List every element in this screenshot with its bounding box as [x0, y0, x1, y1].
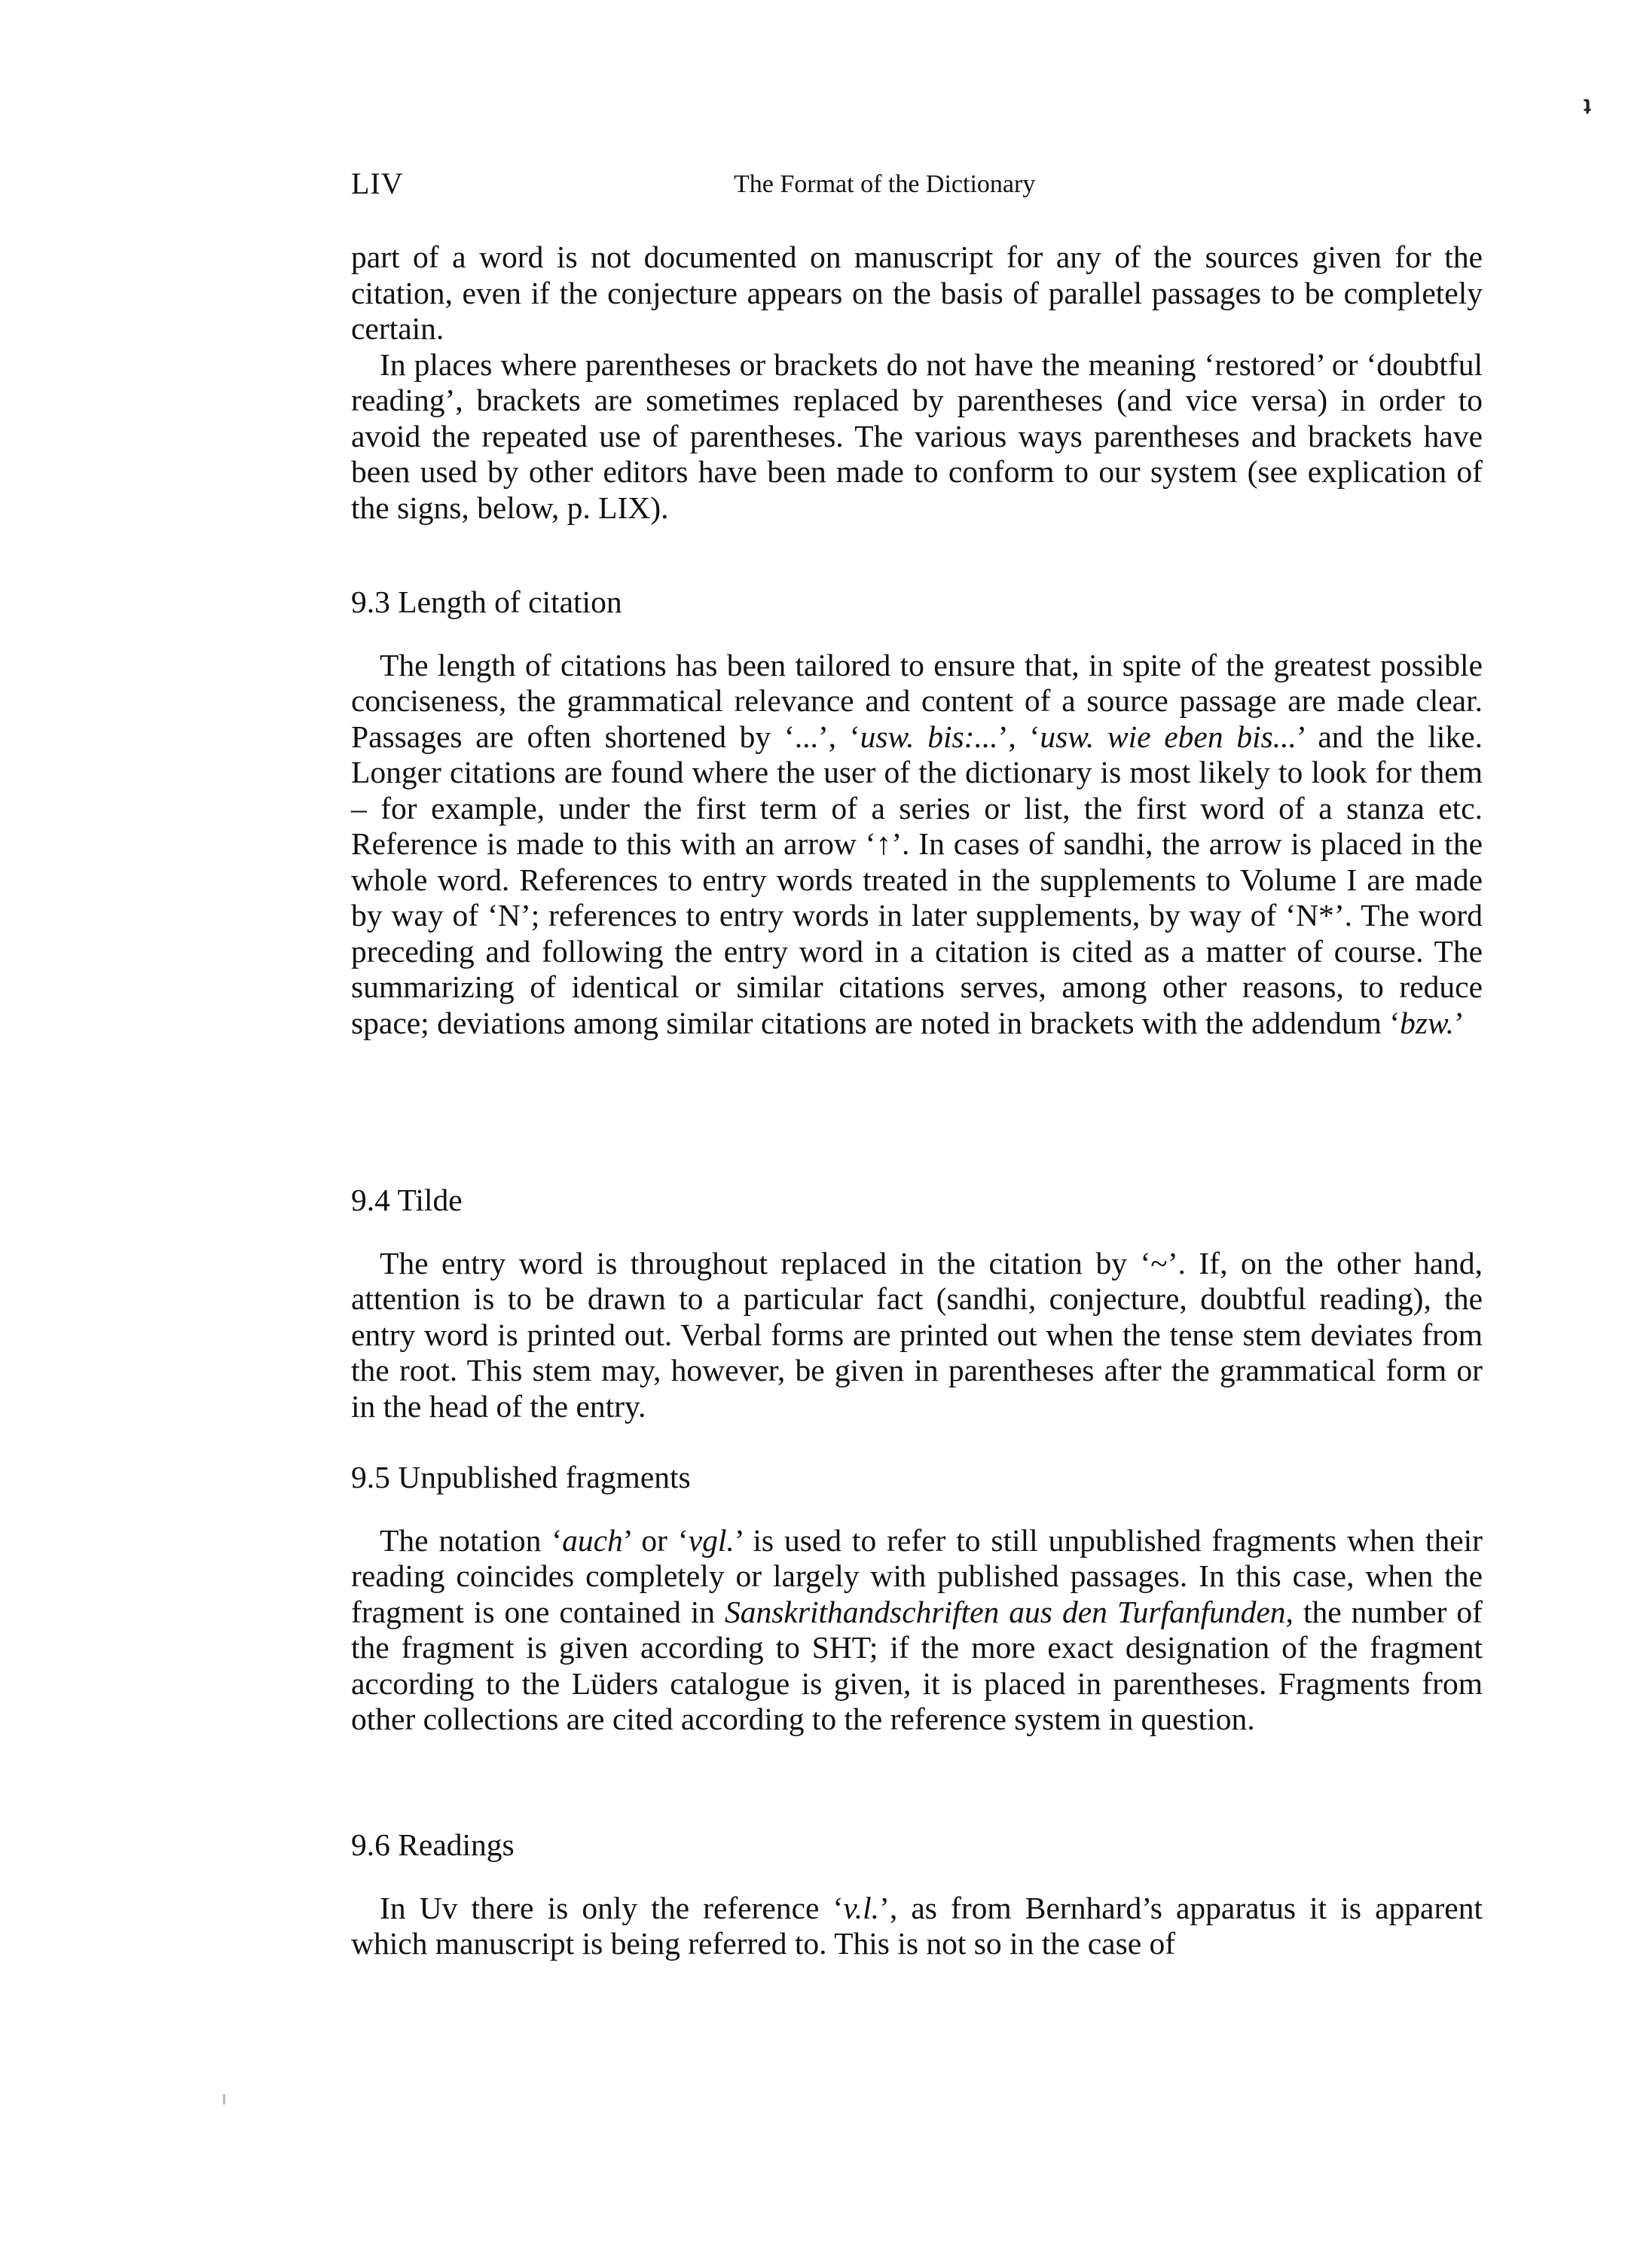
text-run: In Uv there is only the reference ‘ [380, 1890, 844, 1925]
text-run: ’ [1454, 1005, 1465, 1040]
italic-term: v.l. [843, 1890, 879, 1925]
section-heading: 9.6 Readings [351, 1827, 515, 1862]
intro-continuation [351, 240, 1483, 526]
section-heading: 9.3 Length of citation [351, 585, 622, 619]
italic-term: vgl. [688, 1522, 735, 1558]
paragraph-parentheses: In places where parentheses or brackets do not have the meaning ‘restored’ or ‘doubtful reading’, brackets are sometimes replaced by parentheses (and vice versa) in order to avoid the repeated use of parentheses. The various ways parentheses and brackets have been used by other editors have been made to conform to our system (see explication of the signs, below, p. LIX). [351, 346, 1483, 525]
paragraph-continued: part of a word is not documented on manuscript for any of the sources given for the citation, even if the conjecture appears on the basis of parallel passages to be completely certain. [351, 240, 1483, 346]
text-run: ’ and the like. Longer citations are found where the user of the dictionary is most likely to look for them – for example, under the first term of a series or list, the first word of a stanza etc. Reference is made to this with an arrow ‘↑’. In cases of sandhi, the arrow is placed in the whole word. References to entry words treated in the supplements to Volume I are made by way of ‘N’; references to entry words in later supplements, by way of ‘N*’. The word preceding and following the entry word in a citation is cited as a matter of course. The summarizing of identical or similar citations serves, among other reasons, to reduce space; deviations among similar citations are noted in brackets with the addendum ‘ [351, 719, 1483, 1040]
text-run: the number of the fragment is given according to SHT; if the more exact designation of the fragment according to the Lüders catalogue is given, it is placed in parentheses. Fragments from other collections are cited according to the reference system in question. [351, 1594, 1483, 1736]
section-9-3 [351, 585, 1483, 1041]
section-9-6 [351, 1827, 1483, 1962]
running-title: The Format of the Dictionary [734, 170, 1036, 198]
section-heading: 9.5 Unpublished fragments [351, 1460, 691, 1494]
text-run: ’, ‘ [997, 719, 1040, 754]
text-run: The length of citations has been tailored to ensure that, in spite of the greatest possible conciseness, the grammatical relevance and content of a source passage are made clear. Passages are often shortened by ‘...’, ‘ [351, 647, 1483, 754]
text-run: ’ or ‘ [622, 1522, 689, 1558]
section-9-5 [351, 1460, 1483, 1738]
italic-term: auch [562, 1522, 623, 1558]
text-run: The notation ‘ [380, 1522, 563, 1558]
running-head [351, 166, 1483, 203]
section-paragraph [351, 648, 1483, 1042]
section-heading: 9.4 Tilde [351, 1183, 463, 1217]
section-9-4 [351, 1183, 1483, 1424]
text-run: ’ is used to refer to still unpublished fragments when their reading coincides completely or largely with published passages. In this case, when the fragment is one contained in [351, 1522, 1483, 1629]
section-paragraph [351, 1891, 1483, 1962]
section-paragraph [351, 1523, 1483, 1738]
italic-term: usw. wie eben bis... [1040, 719, 1297, 754]
scan-artifact [223, 2094, 225, 2105]
italic-term: usw. bis:... [860, 719, 998, 754]
italic-term: Sanskrithandschriften aus den Turfanfunden, [725, 1594, 1294, 1629]
page-number: LIV [351, 166, 404, 200]
text-run: ’, as from Bernhard’s apparatus it is apparent which manuscript is being referred to. This is not so in the case of [351, 1890, 1483, 1961]
section-paragraph: The entry word is throughout replaced in the citation by ‘~’. If, on the other hand, attention is to be drawn to a particular fact (sandhi, conjecture, doubtful reading), the entry word is printed out. Verbal forms are printed out when the tense stem deviates from the root. This stem may, however, be given in parentheses after the grammatical form or in the head of the entry. [351, 1245, 1483, 1424]
italic-term: bzw. [1400, 1005, 1455, 1040]
scan-corner-mark: ʇ [1584, 94, 1591, 119]
